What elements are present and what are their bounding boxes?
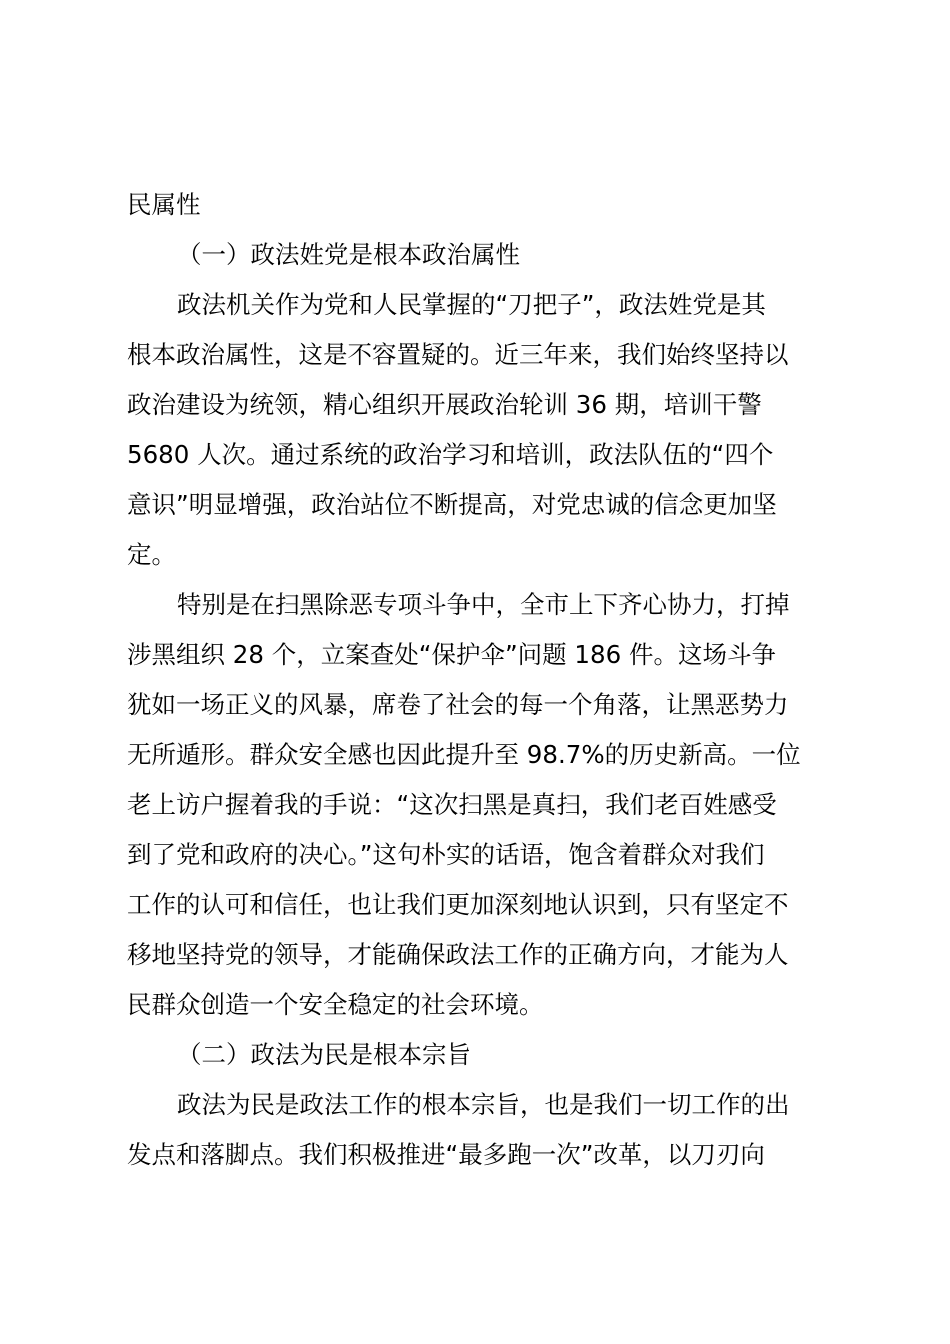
- paragraph-line: 特别是在扫黑除恶专项斗争中，全市上下齐心协力，打掉: [177, 590, 790, 619]
- section-heading-2: （二）政法为民是根本宗旨: [177, 1040, 471, 1069]
- paragraph-line: 定。: [127, 540, 176, 569]
- paragraph-line: 发点和落脚点。我们积极推进“最多跑一次”改革，以刀刃向: [127, 1140, 765, 1169]
- paragraph-line: 老上访户握着我的手说：“这次扫黑是真扫，我们老百姓感受: [127, 790, 777, 819]
- paragraph-line: 涉黑组织 28 个，立案查处“保护伞”问题 186 件。这场斗争: [127, 640, 776, 669]
- paragraph-line: 犹如一场正义的风暴，席卷了社会的每一个角落，让黑恶势力: [127, 690, 789, 719]
- paragraph-line: 工作的认可和信任，也让我们更加深刻地认识到，只有坚定不: [127, 890, 789, 919]
- paragraph-line: 意识”明显增强，政治站位不断提高，对党忠诚的信念更加坚: [127, 490, 777, 519]
- paragraph-line: 到了党和政府的决心。”这句朴实的话语，饱含着群众对我们: [127, 840, 765, 869]
- paragraph-line: 无所遁形。群众安全感也因此提升至 98.7%的历史新高。一位: [127, 740, 801, 769]
- paragraph-line: 移地坚持党的领导，才能确保政法工作的正确方向，才能为人: [127, 940, 789, 969]
- paragraph-line: 根本政治属性，这是不容置疑的。近三年来，我们始终坚持以: [127, 340, 789, 369]
- section-heading-1: （一）政法姓党是根本政治属性: [177, 240, 520, 269]
- paragraph-line: 政法为民是政法工作的根本宗旨，也是我们一切工作的出: [177, 1090, 790, 1119]
- paragraph-line: 民群众创造一个安全稳定的社会环境。: [127, 990, 544, 1019]
- paragraph-line: 5680 人次。通过系统的政治学习和培训，政法队伍的“四个: [127, 440, 774, 469]
- paragraph-line: 政治建设为统领，精心组织开展政治轮训 36 期，培训干警: [127, 390, 762, 419]
- paragraph-line: 民属性: [127, 190, 201, 219]
- paragraph-line: 政法机关作为党和人民掌握的“刀把子”，政法姓党是其: [177, 290, 766, 319]
